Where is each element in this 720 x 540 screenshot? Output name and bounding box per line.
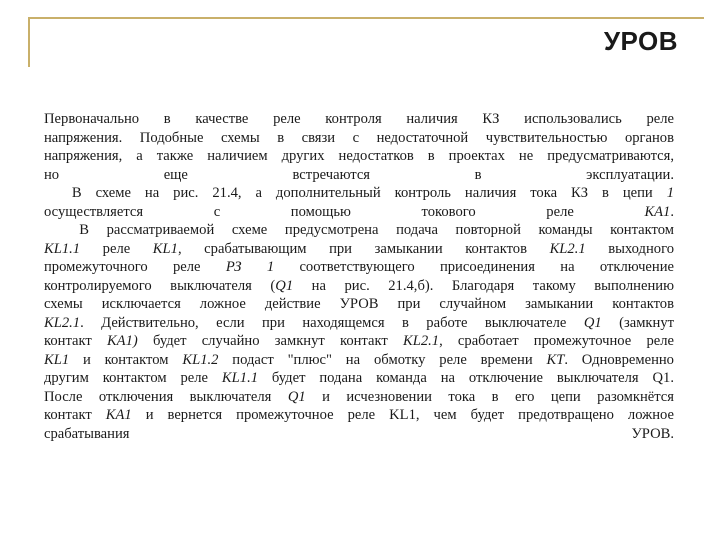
text-segment: KL1.1 [221, 370, 259, 386]
text-segment: KL2.1 [44, 314, 81, 331]
text-segment: В схеме на рис. 21.4, а дополнительный контроль наличия тока КЗ в цепи [44, 185, 667, 201]
text-line [44, 240, 674, 259]
text-segment: промежуточного реле [44, 259, 226, 275]
text-segment: Q1 [275, 277, 294, 294]
text-segment: другим контактом реле [44, 370, 222, 386]
text-segment: и вернется промежуточное реле KL1, чем будет предотвращено ложное [131, 407, 674, 423]
text-segment: КА1 [644, 203, 671, 220]
title-frame-top-line [28, 17, 704, 19]
text-line [44, 147, 674, 166]
text-segment: KL1.2 [182, 351, 219, 368]
text-segment: выходного [585, 240, 674, 257]
text-segment: . Одновременно [564, 351, 674, 368]
text-line [44, 258, 674, 277]
text-line [44, 425, 674, 444]
text-segment: . [670, 203, 674, 220]
text-segment: КА1 [105, 407, 132, 423]
text-line [44, 184, 674, 203]
text-line [44, 166, 674, 185]
text-line [44, 369, 674, 388]
text-segment: KL1 [44, 351, 70, 368]
text-line [44, 129, 674, 148]
text-segment: и исчезновении тока в его цепи разомкнётся [305, 388, 674, 405]
text-segment: контакт [44, 407, 106, 423]
text-segment: будет подана команда на отключение выключателя Q1. [258, 370, 674, 386]
text-segment: , сработает промежуточное реле [439, 333, 674, 349]
text-segment: В рассматриваемой схеме предусмотрена подача повторной команды контактом [44, 222, 674, 238]
text-segment: КА1) [106, 333, 138, 349]
text-segment: контакт [44, 333, 107, 349]
text-segment: и контактом [69, 351, 183, 368]
text-segment: 1 [666, 185, 674, 201]
text-line [44, 314, 674, 333]
text-segment: срабатывания УРОВ. [44, 425, 674, 442]
text-segment: , срабатывающим при замыкании контактов [177, 240, 550, 257]
text-line [44, 203, 674, 222]
text-line [44, 332, 674, 351]
text-segment: на рис. 21.4,б). Благодаря такому выполнению [293, 277, 674, 294]
text-line [44, 277, 674, 296]
text-segment: . Действительно, если при находящемся в работе выключателе [80, 314, 584, 331]
text-segment: но еще встречаются в эксплуатации. [44, 166, 674, 183]
text-segment: KL1.1 [44, 240, 81, 257]
text-segment: будет случайно замкнут контакт [137, 333, 403, 349]
body-text [44, 110, 674, 443]
text-line [44, 221, 674, 240]
text-line [44, 388, 674, 407]
text-segment: Q1 [287, 388, 306, 405]
text-segment: напряжения, а также наличием других недостатков в проектах не предусматриваются, [44, 148, 674, 164]
text-segment: KL2.1 [549, 240, 586, 257]
text-segment: Q1 [583, 314, 602, 331]
text-segment: напряжения. Подобные схемы в связи с недостаточной чувствительностью органов [44, 129, 674, 146]
text-segment: Первоначально в качестве реле контроля наличия КЗ использовались реле [44, 111, 674, 127]
text-line [44, 295, 674, 314]
text-line [44, 406, 674, 425]
text-segment: соответствующего присоединения на отключение [274, 259, 674, 275]
text-segment: KL1 [152, 240, 178, 257]
text-segment: схемы исключается ложное действие УРОВ при случайном замыкании контактов [44, 296, 674, 312]
text-line [44, 110, 674, 129]
text-segment: контролируемого выключателя ( [44, 277, 276, 294]
title-frame-left-line [28, 17, 30, 67]
text-segment: КТ [546, 351, 565, 368]
text-segment: KL2.1 [402, 333, 440, 349]
text-segment: После отключения выключателя [44, 388, 288, 405]
slide-title: УРОВ [603, 26, 678, 56]
text-segment: РЗ 1 [225, 259, 275, 275]
text-segment: (замкнут [601, 314, 674, 331]
text-line [44, 351, 674, 370]
text-segment: подаст "плюс" на обмотку реле времени [218, 351, 547, 368]
text-segment: осуществляется с помощью токового реле [44, 203, 645, 220]
text-segment: реле [80, 240, 153, 257]
